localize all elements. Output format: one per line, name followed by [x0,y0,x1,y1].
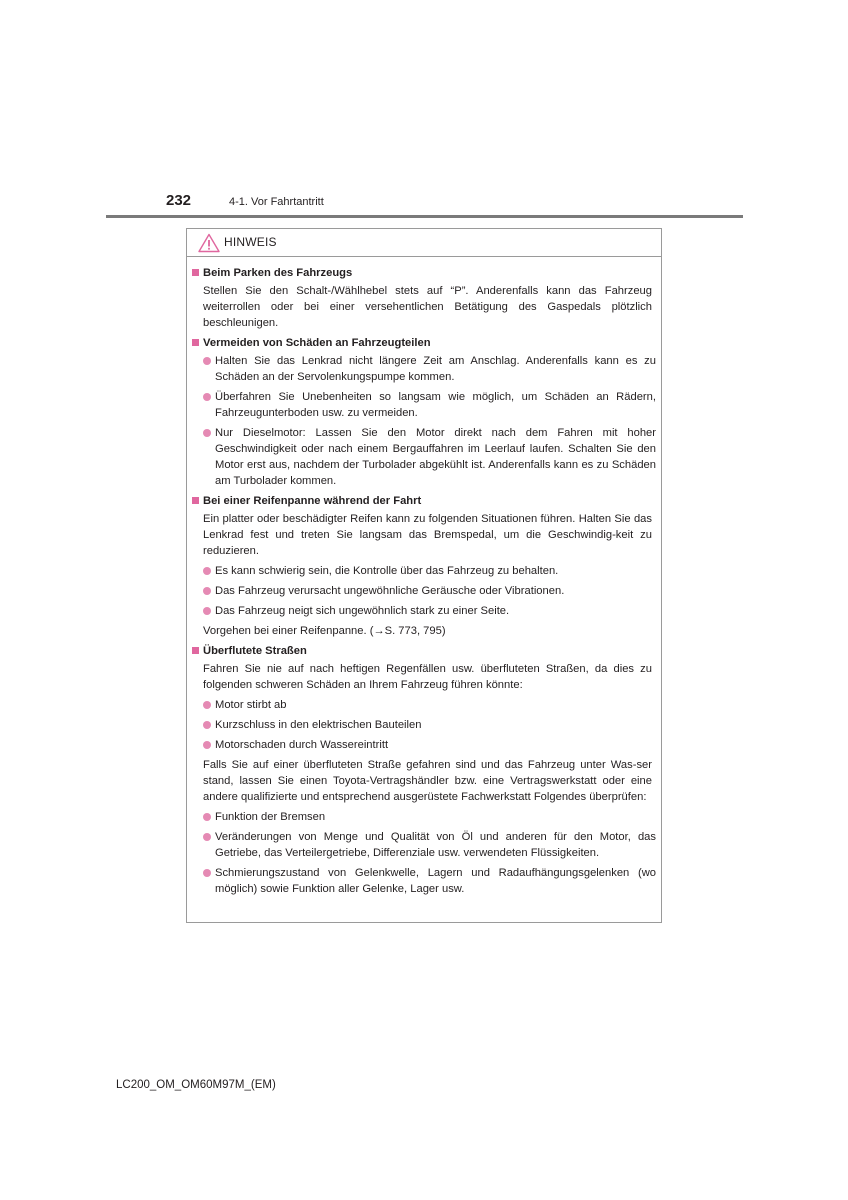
list-item-text: Veränderungen von Menge und Qualität von Öl und anderen für den Motor, das Getriebe, das Verteilergetriebe, Differenziale usw. verwendeten Flüssigkeiten. [215,831,656,859]
list-item [215,717,656,733]
square-bullet-icon [192,339,199,346]
list-item [215,737,656,753]
list-item [215,563,656,579]
page-number: 232 [166,192,192,209]
document-code: LC200_OM_OM60M97M_(EM) [116,1079,276,1091]
square-bullet-icon [192,497,199,504]
list-item-text: Nur Dieselmotor: Lassen Sie den Motor direkt nach dem Fahren mit hoher Geschwindigkeit oder nach einem Bergauffahren im Leerlauf laufen. Schalten Sie den Motor erst aus, nachdem der Turbolader abgekühlt ist. Anderenfalls kann es zu Schäden am Turbolader kommen. [215,427,656,487]
list-item-text: Halten Sie das Lenkrad nicht längere Zeit am Anschlag. Anderenfalls kann es zu Schäden an der Servolenkungspumpe kommen. [215,355,656,383]
list-item-text: Überfahren Sie Unebenheiten so langsam wie möglich, um Schäden an Rädern, Fahrzeugunterboden usw. zu vermeiden. [215,391,656,419]
list-item-text: Das Fahrzeug neigt sich ungewöhnlich stark zu einer Seite. [215,605,510,617]
list-item-text: Das Fahrzeug verursacht ungewöhnliche Geräusche oder Vibrationen. [215,585,565,597]
list-item-text: Motor stirbt ab [215,699,287,711]
list-item [215,809,656,825]
notice-header [187,229,661,257]
round-bullet-icon [203,813,211,821]
list-item [215,583,656,599]
list-item-text: Es kann schwierig sein, die Kontrolle über das Fahrzeug zu behalten. [215,565,559,577]
section-title: 4-1. Vor Fahrtantritt [229,196,324,208]
square-bullet-icon [192,647,199,654]
list-item-text: Schmierungszustand von Gelenkwelle, Lagern und Radaufhängungsgelenken (wo möglich) sowie Funktion aller Gelenke, Lager usw. [215,867,656,895]
section-heading [187,493,661,509]
section-heading-text: Bei einer Reifenpanne während der Fahrt [203,495,422,507]
section-heading [187,265,661,281]
warning-triangle-icon [198,233,220,253]
list-item [215,697,656,713]
section-heading-text: Vermeiden von Schäden an Fahrzeugteilen [203,337,431,349]
notice-box [186,228,662,923]
round-bullet-icon [203,587,211,595]
notice-content [187,263,661,901]
paragraph: Ein platter oder beschädigter Reifen kann zu folgenden Situationen führen. Halten Sie das Lenkrad fest und treten Sie langsam das Bremspedal, um die Geschwindig-keit zu reduzieren. [203,513,652,557]
paragraph: Falls Sie auf einer überfluteten Straße gefahren sind und das Fahrzeug unter Was-ser stand, lassen Sie einen Toyota-Vertragshändler bzw. eine Vertragswerkstatt oder eine andere qualifizierte und entsprechend ausgerüstete Fachwerkstatt Folgendes überprüfen: [203,759,652,803]
header-divider [106,215,743,218]
list-item [215,829,656,861]
round-bullet-icon [203,607,211,615]
round-bullet-icon [203,429,211,437]
round-bullet-icon [203,833,211,841]
paragraph: Stellen Sie den Schalt-/Wählhebel stets auf “P”. Anderenfalls kann das Fahrzeug weiterrollen oder bei einer versehentlichen Betätigung des Gaspedals plötzlich beschleunigen. [203,285,652,329]
round-bullet-icon [203,741,211,749]
page-header [0,0,848,230]
section-heading-text: Beim Parken des Fahrzeugs [203,267,353,279]
round-bullet-icon [203,393,211,401]
section-heading-text: Überflutete Straßen [203,645,307,657]
list-item [215,865,656,897]
square-bullet-icon [192,269,199,276]
cross-reference: Vorgehen bei einer Reifenpanne. (→S. 773, 795) [203,625,446,637]
paragraph: Fahren Sie nie auf nach heftigen Regenfällen usw. überfluteten Straßen, da dies zu folgenden schweren Schäden an Ihrem Fahrzeug führen könnte: [203,663,652,691]
section-heading [187,335,661,351]
list-item [215,353,656,385]
list-item [215,425,656,489]
round-bullet-icon [203,721,211,729]
round-bullet-icon [203,701,211,709]
notice-title: HINWEIS [224,235,277,249]
list-item-text: Funktion der Bremsen [215,811,326,823]
round-bullet-icon [203,567,211,575]
list-item [215,389,656,421]
list-item-text: Kurzschluss in den elektrischen Bauteilen [215,719,422,731]
list-item [215,603,656,619]
list-item-text: Motorschaden durch Wassereintritt [215,739,389,751]
section-heading [187,643,661,659]
round-bullet-icon [203,869,211,877]
round-bullet-icon [203,357,211,365]
